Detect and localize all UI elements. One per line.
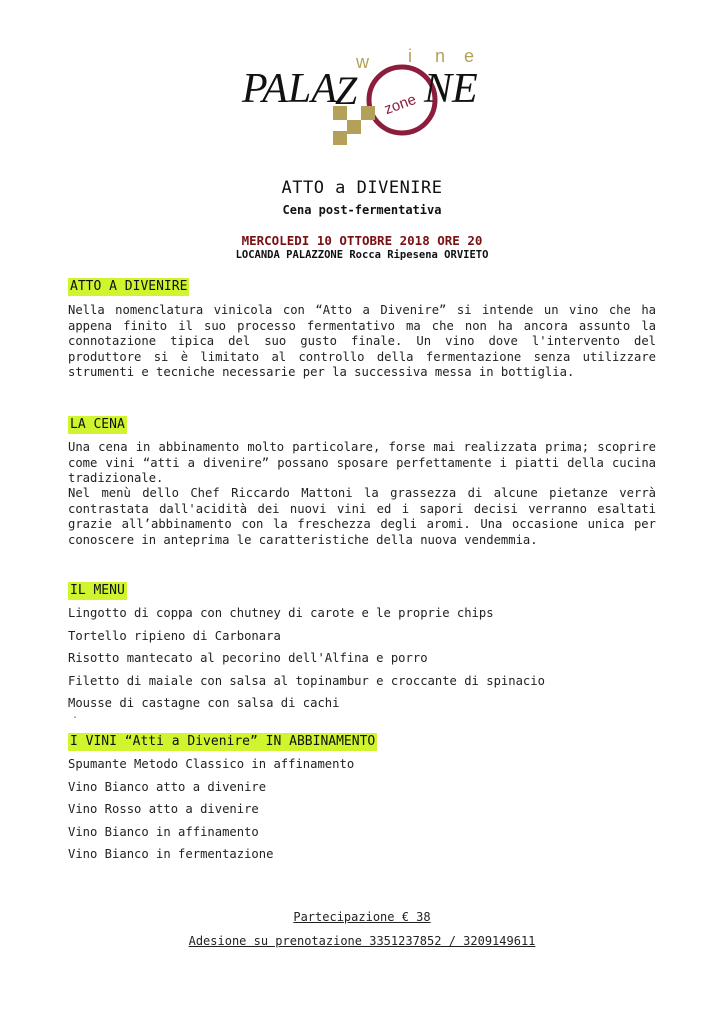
wine-item: Vino Bianco atto a divenire [68, 779, 267, 794]
menu-item: Filetto di maiale con salsa al topinambur e croccante di spinacio [68, 673, 545, 688]
logo-word-right: NE [424, 66, 478, 112]
menu-item: Lingotto di coppa con chutney di carote e le proprie chips [68, 606, 494, 620]
menu-item: Risotto mantecato al pecorino dell'Alfina e porro [68, 651, 428, 666]
logo-wine-w: w [356, 52, 369, 72]
section-text-atto: Nella nomenclatura vinicola con “Atto a Divenire” si intende un vino che ha appena finito il suo processo fermentativo ma che non ha ancora assunto la connotazione tipica del suo gusto finale. Un vino dove l'intervento del produttore si è limitato al controllo della fermentazione senza utilizzare strumenti e tecniche necessarie per la successiva messa in bottiglia. [68, 303, 656, 379]
section-heading-atto: ATTO A DIVENIRE [70, 279, 188, 294]
logo-wine-n: n [435, 46, 446, 66]
wine-item: Vino Bianco in affinamento [68, 824, 259, 839]
logo-wine-e: e [464, 46, 475, 66]
logo-zone-text: zone [382, 90, 419, 119]
logo-letter-z: Z [335, 68, 358, 113]
booking-contact: Adesione su prenotazione 3351237852 / 3209149611 [188, 934, 536, 948]
logo-graphic [238, 38, 500, 148]
event-date: MERCOLEDI 10 OTTOBRE 2018 ORE 20 [241, 233, 483, 248]
logo-wine-i: i [408, 46, 412, 66]
event-venue: LOCANDA PALAZZONE Rocca Ripesena ORVIETO [235, 249, 489, 261]
section-heading-menu: IL MENU [70, 583, 125, 598]
wine-item: Spumante Metodo Classico in affinamento [68, 757, 355, 771]
gold-square-icon [347, 120, 361, 134]
wine-item: Vino Rosso atto a divenire [68, 802, 259, 817]
menu-item: Tortello ripieno di Carbonara [68, 628, 281, 643]
menu-item: Mousse di castagne con salsa di cachi [68, 696, 340, 711]
document-subtitle: Cena post-fermentativa [282, 203, 442, 217]
document-title: ATTO a DIVENIRE [281, 178, 443, 198]
stray-dot: . [72, 710, 79, 721]
menu-list [68, 605, 545, 718]
section-text-cena-1: Una cena in abbinamento molto particolare, forse mai realizzata prima; scoprire come vini “atti a divenire” possano sposare perfettamente i piatti della cucina tradizionale. [68, 440, 656, 485]
section-heading-vini: I VINI “Atti a Divenire” IN ABBINAMENTO [70, 734, 376, 749]
gold-square-icon [361, 106, 375, 120]
section-heading-cena: LA CENA [70, 417, 125, 432]
wine-item: Vino Bianco in fermentazione [68, 847, 274, 862]
palazzone-wine-logo [238, 38, 500, 148]
participation-price: Partecipazione € 38 [293, 910, 431, 924]
logo-word-left: PALA [242, 66, 337, 112]
gold-square-icon [333, 131, 347, 145]
section-text-cena-2: Nel menù dello Chef Riccardo Mattoni la grassezza di alcune pietanze verrà contrastata dall'acidità dei nuovi vini ed i sapori decisi verranno esaltati grazie all’abbinamento con la freschezza degli aromi. Una occasione unica per conoscere in anteprima le caratteristiche della nuova vendemmia. [68, 486, 656, 547]
wine-list [68, 756, 354, 869]
